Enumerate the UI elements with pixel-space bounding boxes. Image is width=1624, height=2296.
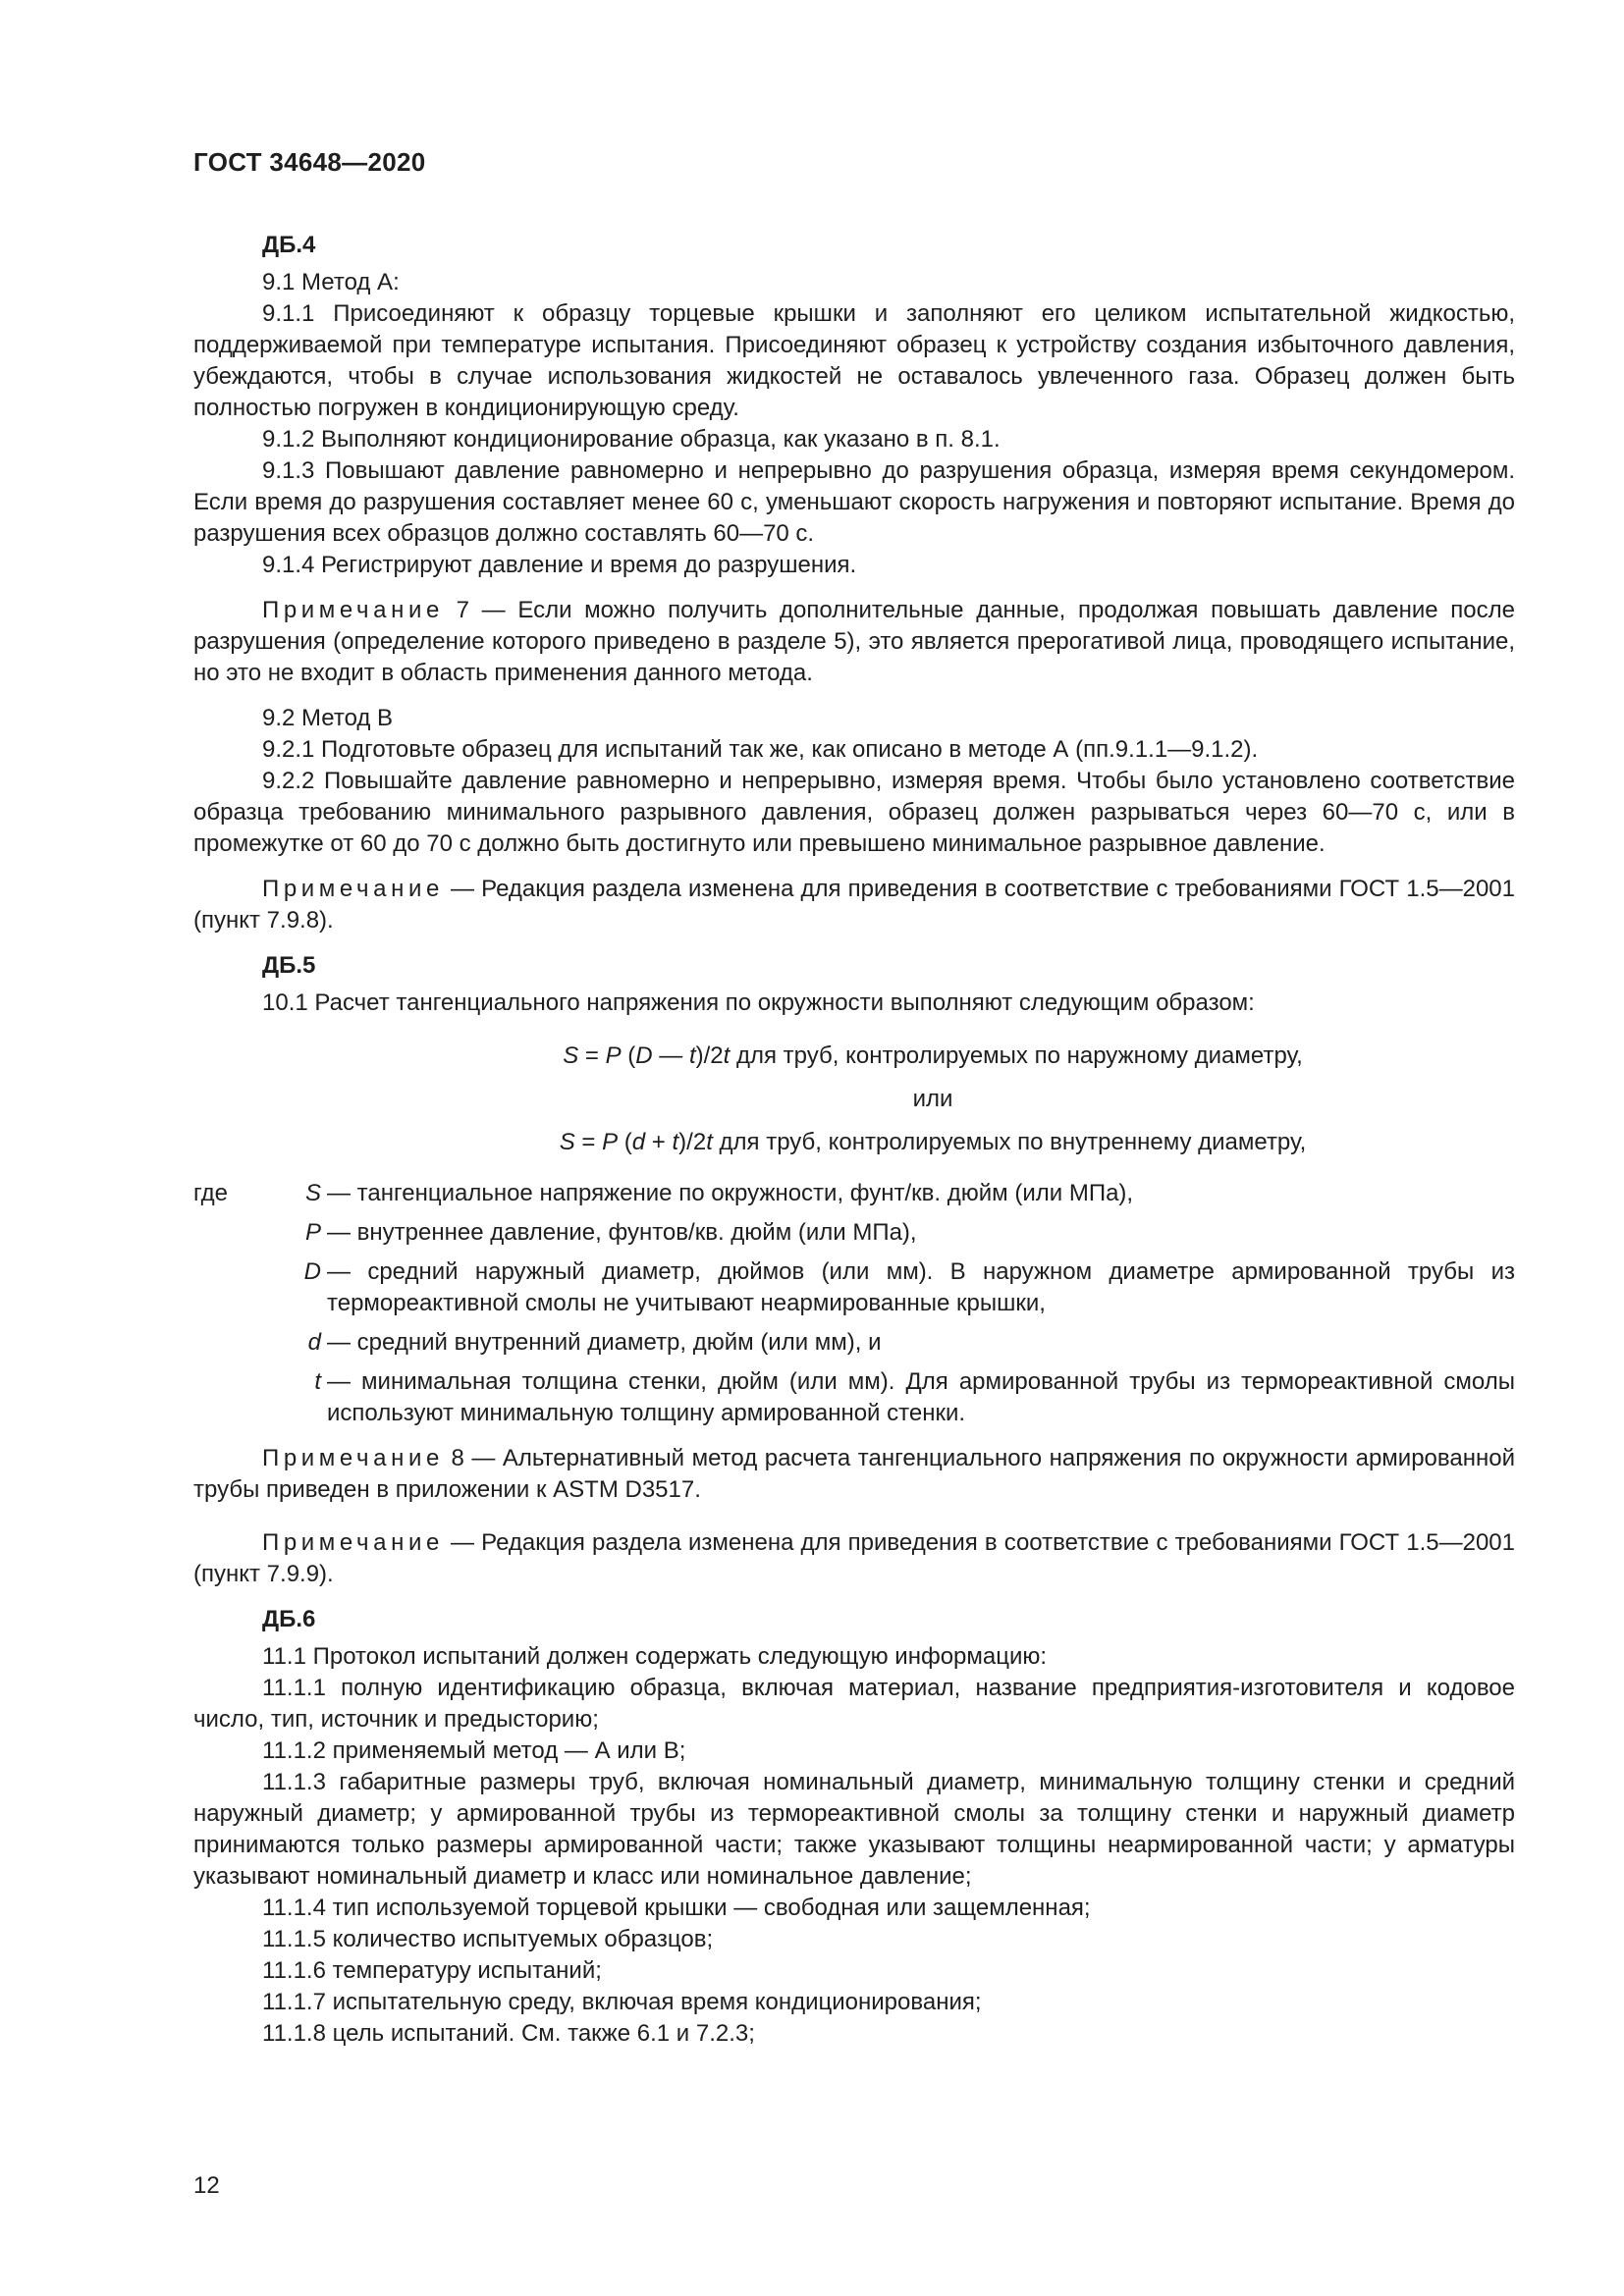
paragraph: 10.1 Расчет тангенциального напряжения по окружности выполняют следующим образом:: [262, 989, 1255, 1016]
paragraph: 9.1.2 Выполняют кондиционирование образца, как указано в п. 8.1.: [262, 426, 1001, 453]
definition-text: — тангенциальное напряжение по окружности, фунт/кв. дюйм (или МПа),: [327, 1180, 1134, 1206]
definition-symbol: d: [307, 1329, 321, 1356]
paragraph: 11.1.7 испытательную среду, включая время кондиционирования;: [262, 1989, 982, 2015]
paragraph: 9.1.4 Регистрируют давление и время до разрушения.: [262, 552, 857, 578]
note-edit-db4: [193, 874, 1515, 936]
definition-symbol: t: [314, 1368, 321, 1395]
definition-text: — внутреннее давление, фунтов/кв. дюйм (или МПа),: [327, 1219, 917, 1246]
document-code-header: ГОСТ 34648—2020: [193, 147, 426, 177]
definition-row: [193, 1178, 1515, 1209]
definition-row: [193, 1327, 1515, 1359]
paragraph: 9.1.1 Присоединяют к образцу торцевые крышки и заполняют его целиком испытательной жидкостью, поддерживаемой при температуре испытания. Присоединяют образец к устройству создания избыточного давления, убеждаются, чтобы в случае использования жидкостей не оставалось увлеченного газа. Образец должен быть полностью погружен в кондиционирующую среду.: [193, 300, 1515, 421]
definition-row: [193, 1256, 1515, 1319]
formula-or: или: [912, 1086, 953, 1112]
page-number: 12: [193, 2172, 220, 2199]
paragraph: 9.1.3 Повышают давление равномерно и непрерывно до разрушения образца, измеряя время секундомером. Если время до разрушения составляет менее 60 с, уменьшают скорость нагружения и повторяют испытание. Время до разрушения всех образцов должно составлять 60—70 с.: [193, 457, 1515, 547]
document-body: [193, 222, 1515, 2050]
paragraph: 9.1 Метод А:: [262, 269, 400, 295]
paragraph: 9.2 Метод В: [262, 705, 394, 731]
definition-text: — средний наружный диаметр, дюймов (или мм). В наружном диаметре армированной трубы из термореактивной смолы не учитывают неармированные крышки,: [327, 1258, 1515, 1316]
note-text: — Редакция раздела изменена для приведения в соответствие с требованиями ГОСТ 1.5—2001 (пункт 7.9.8).: [193, 876, 1515, 934]
paragraph: 11.1 Протокол испытаний должен содержать следующую информацию:: [262, 1643, 1048, 1670]
formula-outer-diameter: S = P (D — t)/2t для труб, контролируемых по наружному диаметру,: [563, 1042, 1303, 1069]
symbol-definitions: [193, 1178, 1515, 1429]
note-text: 8 — Альтернативный метод расчета тангенциального напряжения по окружности армированной трубы приведен в приложении к ASTM D3517.: [193, 1445, 1515, 1503]
paragraph: 9.2.2 Повышайте давление равномерно и непрерывно, измеряя время. Чтобы было установлено соответствие образца требованию минимального разрывного давления, образец должен разрываться через 60—70 с, или в промежутке от 60 до 70 с должно быть достигнуто или превышено минимальное разрывное давление.: [193, 768, 1515, 857]
paragraph: 11.1.5 количество испытуемых образцов;: [262, 1926, 714, 1952]
note-text: — Редакция раздела изменена для приведения в соответствие с требованиями ГОСТ 1.5—2001 (пункт 7.9.9).: [193, 1529, 1515, 1587]
paragraph: 11.1.4 тип используемой торцевой крышки — свободная или защемленная;: [262, 1895, 1091, 1921]
definition-symbol: D: [303, 1258, 321, 1285]
where-label: где: [193, 1180, 229, 1206]
definition-text: — средний внутренний диаметр, дюйм (или мм), и: [327, 1329, 882, 1356]
note-label: Примечание: [262, 876, 444, 902]
paragraph: 11.1.8 цель испытаний. См. также 6.1 и 7.2.3;: [262, 2020, 755, 2047]
definition-symbol: P: [304, 1219, 321, 1246]
paragraph: 11.1.1 полную идентификацию образца, включая материал, название предприятия-изготовителя и кодовое число, тип, источник и предысторию;: [193, 1675, 1515, 1733]
section-title-db6: ДБ.6: [262, 1606, 316, 1632]
paragraph: 11.1.3 габаритные размеры труб, включая номинальный диаметр, минимальную толщину стенки и средний наружный диаметр; у армированной трубы из термореактивной смолы за толщину стенки и наружный диаметр принимаются только размеры армированной части; также указывают толщины неармированной части; у арматуры указывают номинальный диаметр и класс или номинальное давление;: [193, 1769, 1515, 1890]
paragraph: 11.1.6 температуру испытаний;: [262, 1957, 602, 1984]
paragraph: 9.2.1 Подготовьте образец для испытаний так же, как описано в методе А (пп.9.1.1—9.1.2).: [262, 736, 1259, 763]
formula-inner-diameter: S = P (d + t)/2t для труб, контролируемых по внутреннему диаметру,: [559, 1129, 1307, 1155]
definition-row: [193, 1217, 1515, 1249]
note-edit-db5: [193, 1527, 1515, 1590]
note-label: Примечание: [262, 597, 444, 623]
note-8: [193, 1443, 1515, 1506]
section-title-db4: ДБ.4: [262, 232, 316, 258]
note-7: [193, 595, 1515, 689]
definition-text: — минимальная толщина стенки, дюйм (или мм). Для армированной трубы из термореактивной смолы используют минимальную толщину армированной стенки.: [327, 1368, 1515, 1426]
note-label: Примечание: [262, 1529, 444, 1556]
definition-symbol: S: [304, 1180, 321, 1206]
section-title-db5: ДБ.5: [262, 952, 316, 979]
definition-row: [193, 1366, 1515, 1429]
note-text: 7 — Если можно получить дополнительные данные, продолжая повышать давление после разрушения (определение которого приведено в разделе 5), это является прерогативой лица, проводящего испытание, но это не входит в область применения данного метода.: [193, 597, 1515, 686]
paragraph: 11.1.2 применяемый метод — А или В;: [262, 1737, 686, 1764]
note-label: Примечание: [262, 1445, 444, 1471]
